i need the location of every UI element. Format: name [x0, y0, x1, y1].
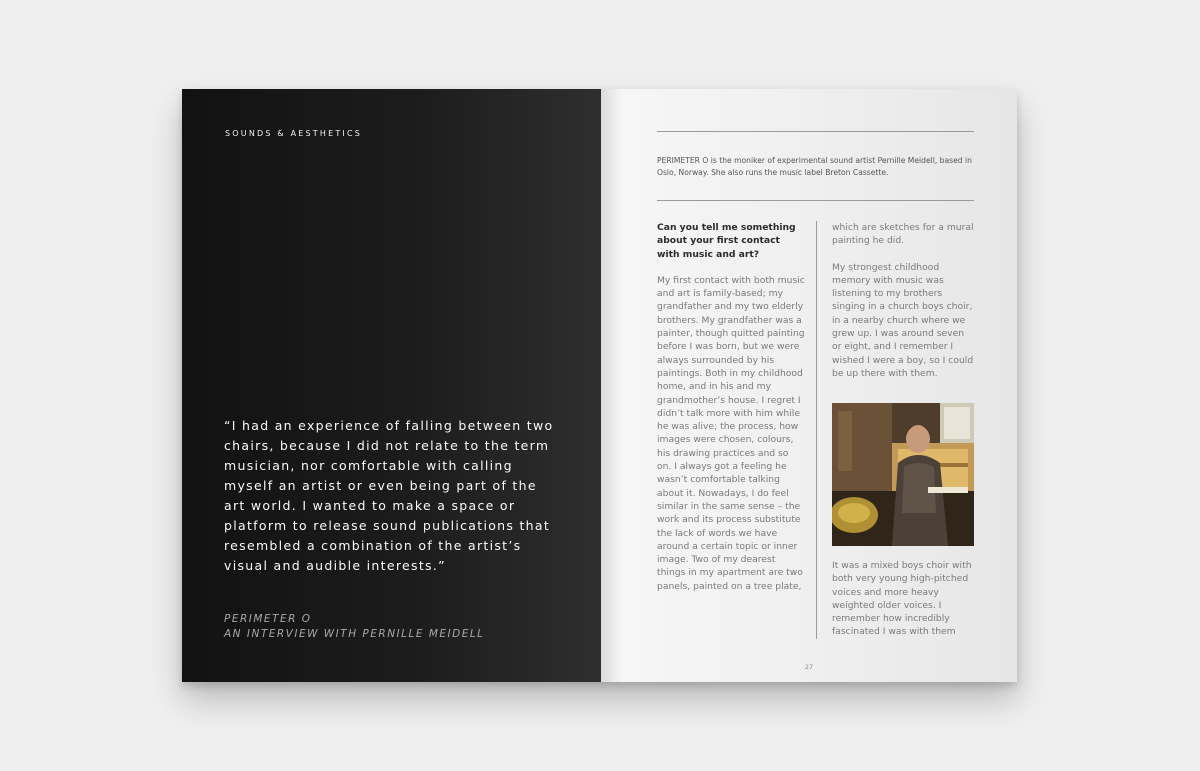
section-label: SOUNDS & AESTHETICS: [225, 129, 363, 138]
answer-paragraph-childhood: My strongest childhood memory with music was listening to my brothers singing in a church boys choir, in a nearby church where we grew up. I was around seven or eight, and I remember I wished I were a boy, so I could be up there with them.: [832, 261, 974, 379]
text-column-right: [832, 221, 974, 393]
intro-rule: [657, 200, 974, 201]
pull-quote: “I had an experience of falling between two chairs, because I did not relate to the term musician, nor comfortable with calling myself an artist or even being part of the art world. I wanted to make a space or platform to release sound publications that resembled a combination of the artist’s visual and audible interests.”: [224, 418, 554, 573]
column-divider: [816, 221, 817, 639]
attribution-subtitle: AN INTERVIEW WITH PERNILLE MEIDELL: [224, 628, 485, 640]
answer-paragraph: My first contact with both music and art is family-based; my grandfather and my two elderly brothers. My grandfather was a painter, though quitted painting before I was born, but we were always surrounded by his paintings. Both in my childhood home, and in his and my grandmother’s house. I regret I didn’t talk more with him while he was alive; the process, how images were chosen, colours, his drawing practices and so on. I always got a feeling he wasn’t comfortable talking about it. Nowadays, I do feel similar in the same sense – the work and its process substitute the lack of words we have around a certain topic or inner image. Two of my dearest things in my apartment are two panels, painted on a tree plate,: [657, 274, 805, 592]
quote-attribution: [224, 612, 544, 642]
text-column-left: [657, 221, 805, 606]
right-page: [601, 89, 1017, 682]
top-rule: [657, 131, 974, 132]
page-number: 27: [804, 663, 814, 671]
portrait-photo-illustration: [832, 403, 974, 546]
attribution-name: PERIMETER O: [224, 613, 312, 625]
portrait-photo: [832, 403, 974, 546]
left-page: [182, 89, 601, 682]
magazine-spread: [182, 89, 1017, 682]
intro-text: PERIMETER O is the moniker of experimental sound artist Pernille Meidell, based in Oslo, Norway. She also runs the music label Breton Cassette.: [657, 156, 972, 177]
text-column-right-lower: [832, 559, 974, 652]
answer-paragraph-continued: which are sketches for a mural painting he did.: [832, 222, 974, 247]
answer-paragraph-choir: It was a mixed boys choir with both very young high-pitched voices and more heavy weighted older voices. I remember how incredibly fascinated I was with them: [832, 560, 972, 638]
interview-question: Can you tell me something about your first contact with music and art?: [657, 222, 796, 260]
